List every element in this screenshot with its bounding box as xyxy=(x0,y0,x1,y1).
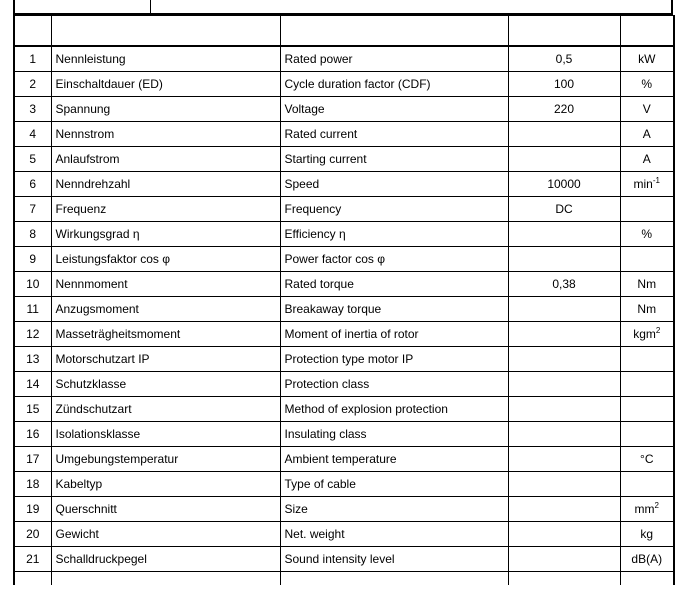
english-label-cell: Frequency xyxy=(280,196,508,221)
value-cell: 220 xyxy=(508,96,620,121)
tail-cell xyxy=(14,571,51,585)
unit-cell xyxy=(620,121,674,146)
value-cell: DC xyxy=(508,196,620,221)
unit-cell xyxy=(620,146,674,171)
row-number-cell: 20 xyxy=(14,521,51,546)
table-row xyxy=(14,271,674,296)
unit-cell xyxy=(620,546,674,571)
unit-text: A xyxy=(642,126,651,141)
header-strip xyxy=(13,0,673,15)
german-label-cell: Einschaltdauer (ED) xyxy=(51,71,280,96)
value-cell: 100 xyxy=(508,71,620,96)
unit-cell xyxy=(620,421,674,446)
table-row xyxy=(14,46,674,72)
english-label-cell: Size xyxy=(280,496,508,521)
table-row xyxy=(14,471,674,496)
row-number-cell: 10 xyxy=(14,271,51,296)
unit-cell xyxy=(620,96,674,121)
value-cell xyxy=(508,246,620,271)
spec-table-body xyxy=(14,16,674,586)
english-label-cell: Method of explosion protection xyxy=(280,396,508,421)
value-cell xyxy=(508,346,620,371)
row-number-cell: 6 xyxy=(14,171,51,196)
value-cell xyxy=(508,446,620,471)
table-row xyxy=(14,371,674,396)
row-number-cell: 21 xyxy=(14,546,51,571)
german-label-cell: Leistungsfaktor cos φ xyxy=(51,246,280,271)
value-cell xyxy=(508,296,620,321)
table-tail-row xyxy=(14,571,674,585)
german-label-cell: Isolationsklasse xyxy=(51,421,280,446)
english-label-cell: Efficiency η xyxy=(280,221,508,246)
german-label-cell: Nennstrom xyxy=(51,121,280,146)
german-label-cell: Schalldruckpegel xyxy=(51,546,280,571)
unit-text: % xyxy=(641,76,653,91)
value-cell xyxy=(508,321,620,346)
value-cell: 0,5 xyxy=(508,46,620,72)
unit-cell xyxy=(620,171,674,196)
table-row xyxy=(14,346,674,371)
tail-cell xyxy=(508,571,620,585)
german-label-cell: Nennleistung xyxy=(51,46,280,72)
value-cell xyxy=(508,471,620,496)
table-row xyxy=(14,496,674,521)
row-number-cell: 5 xyxy=(14,146,51,171)
value-cell: 10000 xyxy=(508,171,620,196)
unit-superscript: 2 xyxy=(655,325,661,335)
header-cell-de xyxy=(51,16,280,46)
value-cell xyxy=(508,221,620,246)
row-number-cell: 18 xyxy=(14,471,51,496)
unit-cell xyxy=(620,71,674,96)
row-number-cell: 7 xyxy=(14,196,51,221)
row-number-cell: 3 xyxy=(14,96,51,121)
row-number-cell: 17 xyxy=(14,446,51,471)
english-label-cell: Voltage xyxy=(280,96,508,121)
english-label-cell: Net. weight xyxy=(280,521,508,546)
unit-cell xyxy=(620,321,674,346)
table-row xyxy=(14,546,674,571)
english-label-cell: Cycle duration factor (CDF) xyxy=(280,71,508,96)
german-label-cell: Nenndrehzahl xyxy=(51,171,280,196)
unit-cell xyxy=(620,221,674,246)
english-label-cell: Power factor cos φ xyxy=(280,246,508,271)
value-cell xyxy=(508,496,620,521)
english-label-cell: Rated power xyxy=(280,46,508,72)
unit-text: Nm xyxy=(637,301,657,316)
table-row xyxy=(14,296,674,321)
english-label-cell: Rated current xyxy=(280,121,508,146)
unit-text: kgm xyxy=(633,326,656,341)
unit-text: °C xyxy=(640,451,654,466)
german-label-cell: Zündschutzart xyxy=(51,396,280,421)
unit-cell xyxy=(620,471,674,496)
unit-cell xyxy=(620,346,674,371)
spec-table xyxy=(13,15,675,585)
row-number-cell: 11 xyxy=(14,296,51,321)
german-label-cell: Wirkungsgrad η xyxy=(51,221,280,246)
unit-cell xyxy=(620,271,674,296)
table-row xyxy=(14,121,674,146)
row-number-cell: 2 xyxy=(14,71,51,96)
row-number-cell: 1 xyxy=(14,46,51,72)
row-number-cell: 9 xyxy=(14,246,51,271)
value-cell xyxy=(508,371,620,396)
row-number-cell: 16 xyxy=(14,421,51,446)
unit-cell xyxy=(620,446,674,471)
unit-cell xyxy=(620,296,674,321)
unit-text: kW xyxy=(638,51,656,66)
english-label-cell: Sound intensity level xyxy=(280,546,508,571)
header-cell-en xyxy=(280,16,508,46)
tail-cell xyxy=(620,571,674,585)
german-label-cell: Anlaufstrom xyxy=(51,146,280,171)
unit-text: % xyxy=(641,226,653,241)
unit-superscript: -1 xyxy=(652,175,660,185)
unit-cell xyxy=(620,196,674,221)
row-number-cell: 13 xyxy=(14,346,51,371)
table-row xyxy=(14,171,674,196)
german-label-cell: Frequenz xyxy=(51,196,280,221)
table-row xyxy=(14,421,674,446)
english-label-cell: Speed xyxy=(280,171,508,196)
table-row xyxy=(14,521,674,546)
german-label-cell: Querschnitt xyxy=(51,496,280,521)
header-cell-value xyxy=(508,16,620,46)
table-row xyxy=(14,396,674,421)
unit-text: kg xyxy=(640,526,654,541)
unit-text: min xyxy=(633,176,653,191)
unit-superscript: 2 xyxy=(654,500,659,510)
german-label-cell: Kabeltyp xyxy=(51,471,280,496)
row-number-cell: 8 xyxy=(14,221,51,246)
row-number-cell: 12 xyxy=(14,321,51,346)
unit-cell xyxy=(620,496,674,521)
german-label-cell: Motorschutzart IP xyxy=(51,346,280,371)
german-label-cell: Umgebungstemperatur xyxy=(51,446,280,471)
row-number-cell: 4 xyxy=(14,121,51,146)
english-label-cell: Moment of inertia of rotor xyxy=(280,321,508,346)
tail-cell xyxy=(280,571,508,585)
unit-cell xyxy=(620,521,674,546)
row-number-cell: 19 xyxy=(14,496,51,521)
english-label-cell: Protection type motor IP xyxy=(280,346,508,371)
english-label-cell: Protection class xyxy=(280,371,508,396)
german-label-cell: Gewicht xyxy=(51,521,280,546)
unit-text: Nm xyxy=(637,276,657,291)
unit-cell xyxy=(620,46,674,72)
german-label-cell: Anzugsmoment xyxy=(51,296,280,321)
unit-text: mm xyxy=(634,501,655,516)
english-label-cell: Starting current xyxy=(280,146,508,171)
table-row xyxy=(14,446,674,471)
unit-cell xyxy=(620,246,674,271)
english-label-cell: Type of cable xyxy=(280,471,508,496)
tail-cell xyxy=(51,571,280,585)
table-header-row xyxy=(14,16,674,46)
german-label-cell: Nennmoment xyxy=(51,271,280,296)
unit-cell xyxy=(620,396,674,421)
value-cell xyxy=(508,396,620,421)
table-row xyxy=(14,221,674,246)
german-label-cell: Masseträgheitsmoment xyxy=(51,321,280,346)
table-row xyxy=(14,246,674,271)
row-number-cell: 14 xyxy=(14,371,51,396)
row-number-cell: 15 xyxy=(14,396,51,421)
unit-cell xyxy=(620,371,674,396)
value-cell xyxy=(508,121,620,146)
unit-text: V xyxy=(642,101,651,116)
table-row xyxy=(14,196,674,221)
value-cell xyxy=(508,521,620,546)
german-label-cell: Schutzklasse xyxy=(51,371,280,396)
english-label-cell: Breakaway torque xyxy=(280,296,508,321)
value-cell xyxy=(508,546,620,571)
value-cell: 0,38 xyxy=(508,271,620,296)
value-cell xyxy=(508,146,620,171)
german-label-cell: Spannung xyxy=(51,96,280,121)
english-label-cell: Rated torque xyxy=(280,271,508,296)
unit-text: A xyxy=(642,151,651,166)
table-row xyxy=(14,321,674,346)
value-cell xyxy=(508,421,620,446)
header-divider xyxy=(150,0,151,15)
header-cell-no xyxy=(14,16,51,46)
table-row xyxy=(14,71,674,96)
header-cell-unit xyxy=(620,16,674,46)
unit-text: dB(A) xyxy=(631,551,663,566)
english-label-cell: Ambient temperature xyxy=(280,446,508,471)
table-row xyxy=(14,96,674,121)
table-row xyxy=(14,146,674,171)
english-label-cell: Insulating class xyxy=(280,421,508,446)
